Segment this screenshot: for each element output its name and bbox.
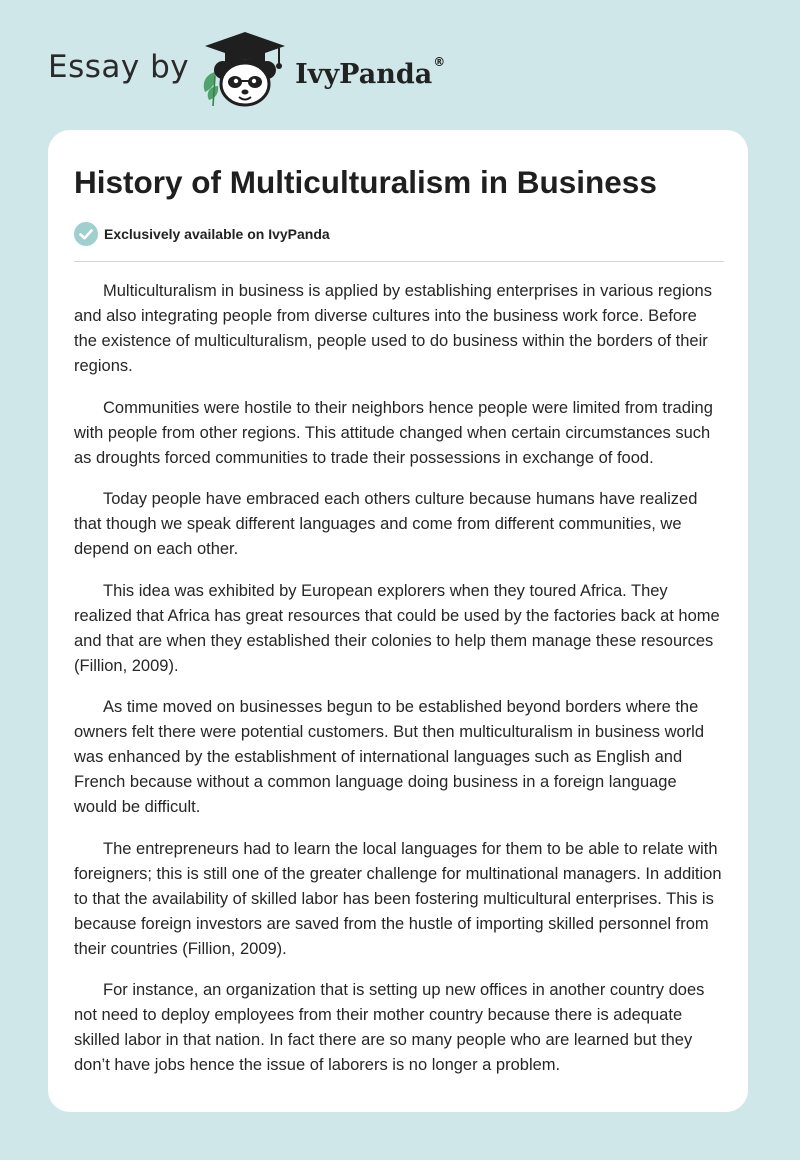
essay-paragraph-1: Multiculturalism in business is applied by establishing enterprises in various regions and also integrating people from diverse cultures into the business work force. Before the existence of multiculturalism, people used to do business within the borders of their regions. [74,282,712,375]
check-circle-icon [74,222,98,246]
exclusive-badge [74,222,330,246]
brand-name[interactable]: IvyPanda [295,58,433,90]
brand-prefix: Essay by [48,49,190,85]
essay-paragraph-2: Communities were hostile to their neighbors hence people were limited from trading with people from other regions. This attitude changed when certain circumstances such as droughts forced communities to trade their possessions in exchange of food. [74,398,713,467]
essay-paragraph-4: This idea was exhibited by European explorers when they toured Africa. They realized that Africa has great resources that could be used by the factories back at home and that are when they established their colonies to help them manage these resources (Fillion, 2009). [74,581,720,675]
essay-card [48,130,748,1112]
essay-paragraph-7: For instance, an organization that is setting up new offices in another country does not need to deploy employees from their mother country because there is adequate skilled labor in that nation. In fact there are so many people who are learned but they don’t have jobs hence the issue of laborers is no longer a problem. [74,981,705,1074]
registered-mark: ® [433,55,446,69]
panda-graduate-icon[interactable] [199,30,291,110]
title-divider [74,261,724,262]
essay-title: History of Multiculturalism in Business [74,164,657,200]
exclusive-label: Exclusively available on IvyPanda [104,226,330,242]
essay-paragraph-3: Today people have embraced each others culture because humans have realized that though we speak different languages and come from different communities, we depend on each other. [74,490,698,558]
essay-paragraph-5: As time moved on businesses begun to be established beyond borders where the owners felt there were potential customers. But then multiculturalism in business world was enhanced by the establishment of international languages such as English and French because without a common language doing business in a foreign language would be difficult. [74,698,705,816]
essay-paragraph-6: The entrepreneurs had to learn the local languages for them to be able to relate with foreigners; this is still one of the greater challenge for multinational managers. In addition to that the availability of skilled labor has been fostering multicultural enterprises. This is because foreign investors are saved from the hustle of importing skilled personnel from their countries (Fillion, 2009). [74,839,722,958]
essay-body [74,279,724,1095]
site-header [48,30,445,110]
